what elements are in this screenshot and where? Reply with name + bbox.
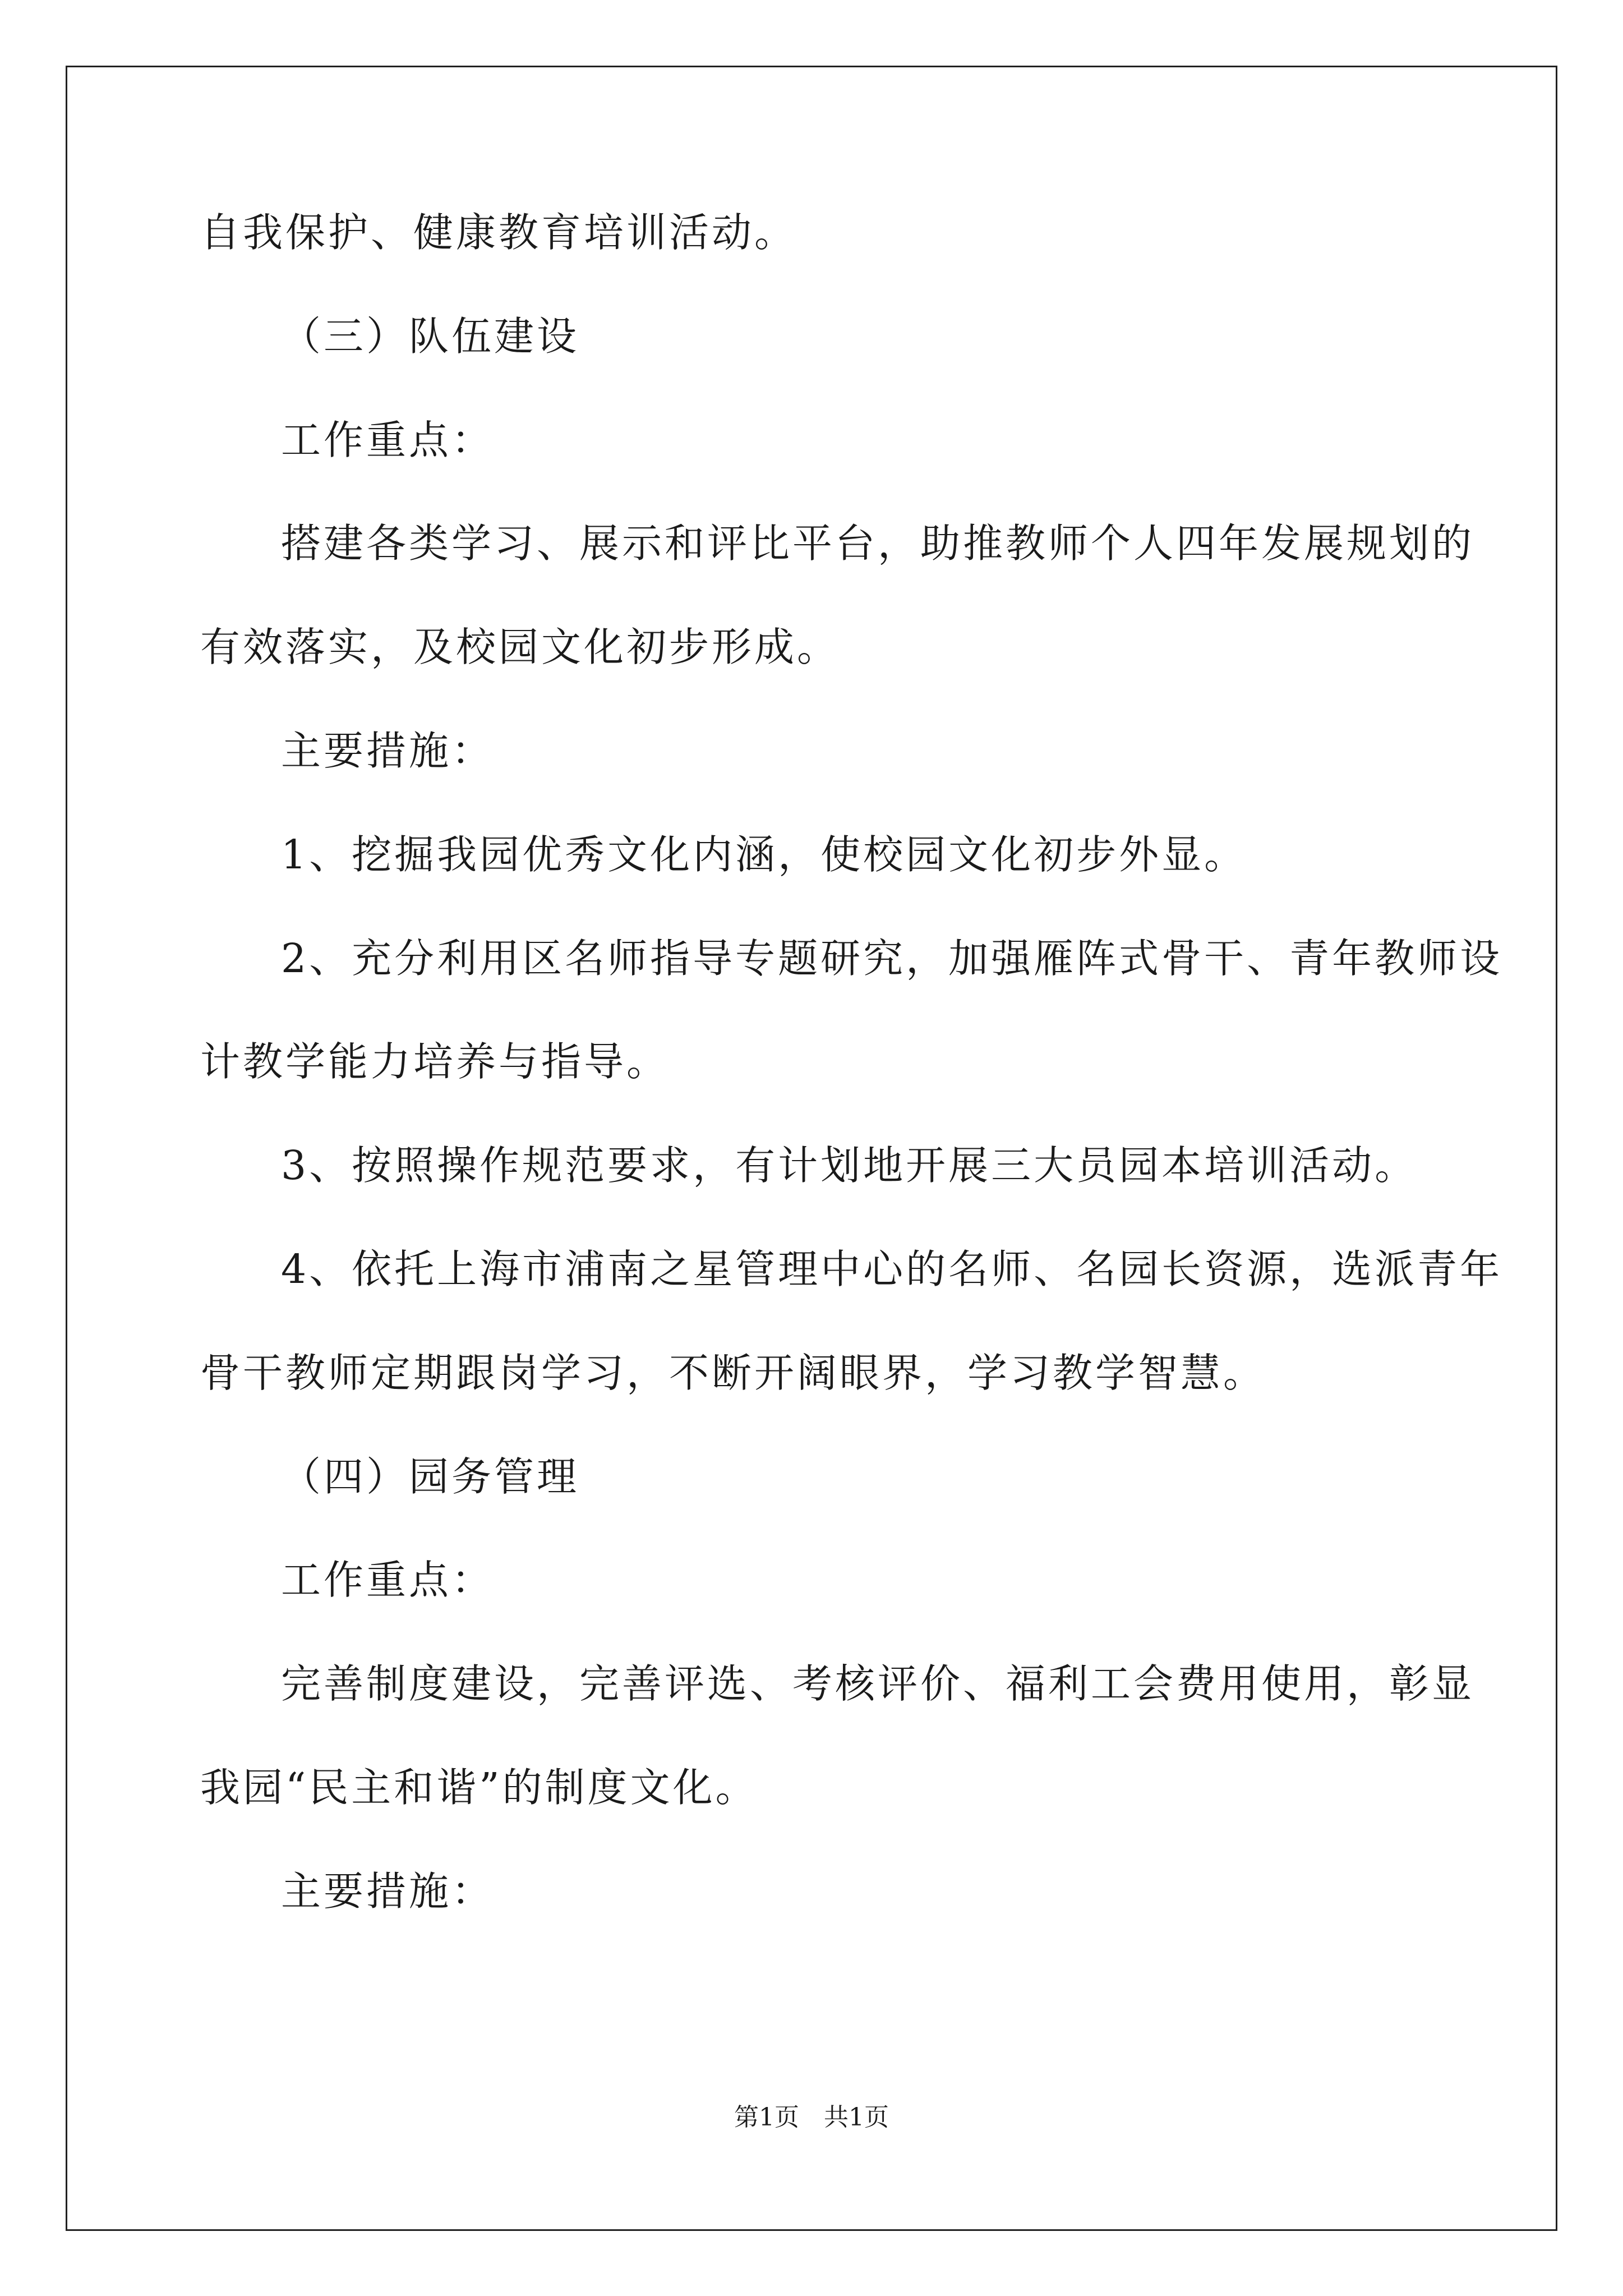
section-heading: （四）园务管理 [281, 1453, 580, 1500]
list-item: 3、按照操作规范要求，有计划地开展三大员园本培训活动。 [281, 1142, 1418, 1189]
page-footer: 第1页 共1页 [734, 2103, 889, 2132]
paragraph-line: 有效落实，及校园文化初步形成。 [200, 624, 840, 670]
list-item: 1、挖掘我园优秀文化内涵，使校园文化初步外显。 [281, 831, 1247, 878]
subheading: 主要措施： [281, 728, 495, 774]
list-item: 4、依托上海市浦南之星管理中心的名师、名园长资源，选派青年 [281, 1246, 1503, 1292]
paragraph-line: 搭建各类学习、展示和评比平台，助推教师个人四年发展规划的 [281, 520, 1475, 567]
subheading: 工作重点： [281, 1557, 495, 1603]
section-heading: （三）队伍建设 [281, 313, 580, 360]
paragraph-line: 我园“民主和谐”的制度文化。 [200, 1764, 758, 1811]
list-item: 2、充分利用区名师指导专题研究，加强雁阵式骨干、青年教师设 [281, 935, 1503, 982]
paragraph-line: 完善制度建设，完善评选、考核评价、福利工会费用使用，彰显 [281, 1660, 1475, 1707]
paragraph-line: 自我保护、健康教育培训活动。 [200, 209, 797, 256]
subheading: 主要措施： [281, 1868, 495, 1915]
subheading: 工作重点： [281, 417, 495, 463]
paragraph-line: 骨干教师定期跟岗学习，不断开阔眼界，学习教学智慧。 [200, 1350, 1266, 1396]
paragraph-line: 计教学能力培养与指导。 [200, 1038, 670, 1085]
